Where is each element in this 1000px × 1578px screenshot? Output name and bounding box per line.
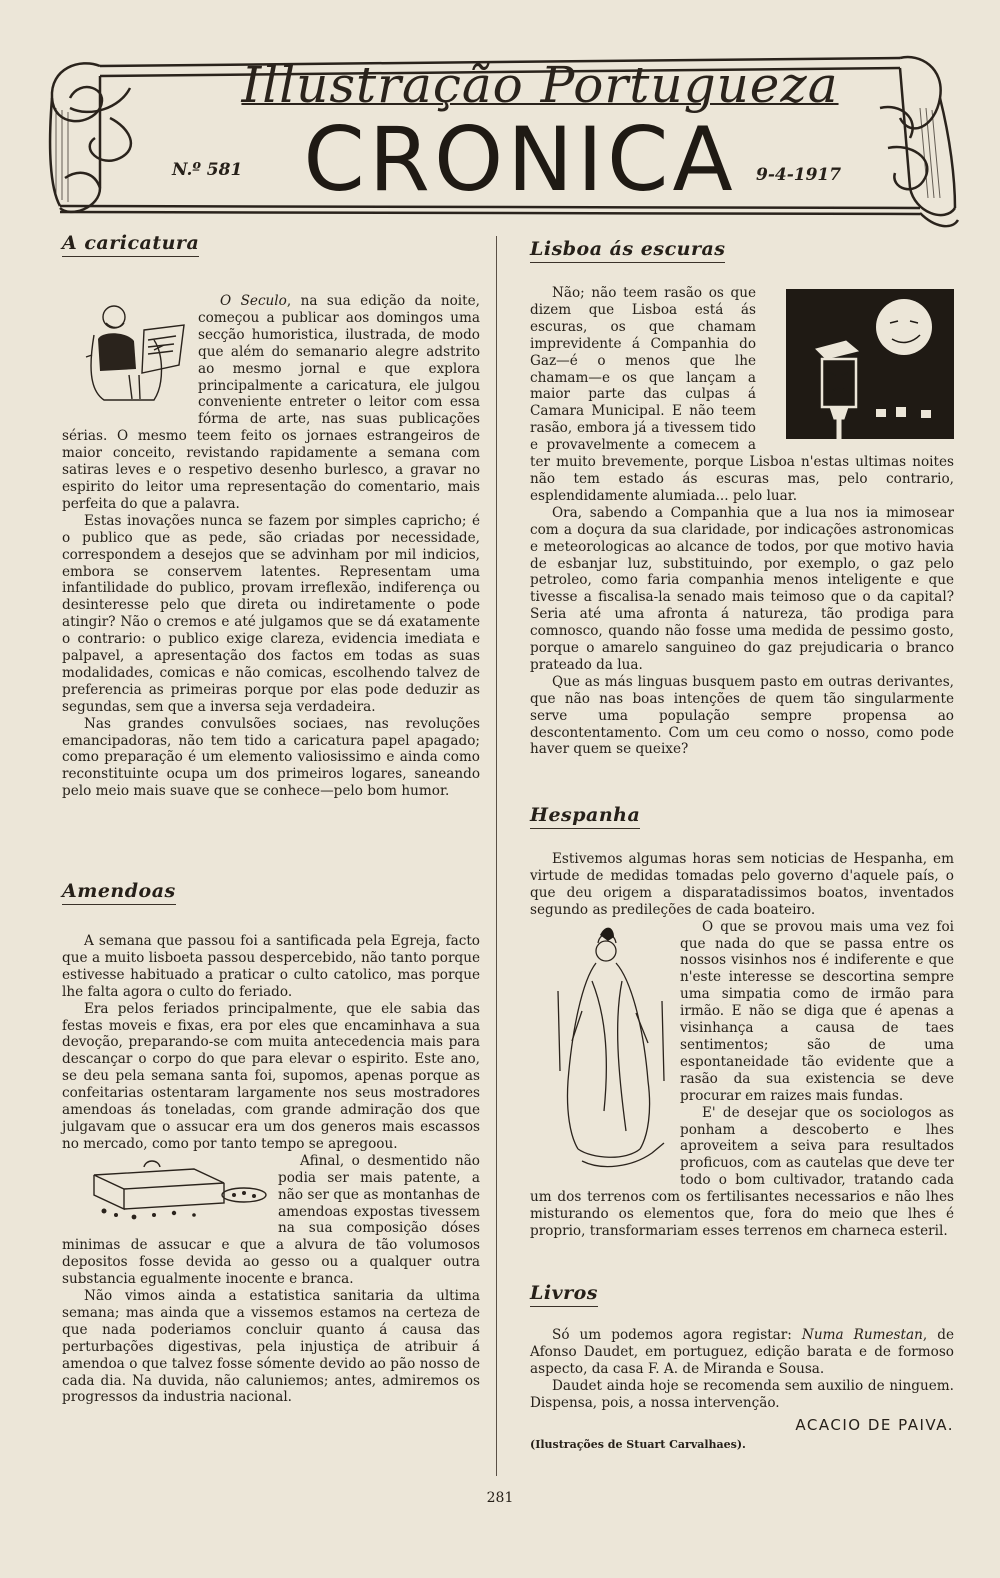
article-paragraph: Nas grandes convulsões sociaes, nas revoluções emancipadoras, não tem tido a caricatura papel apagado; como preparação é um elemento valiosissimo e ainda como reconstituinte ocupa um dos primeiros logares, saneando pelo meio mais suave que se conhece—pelo bom humor. [62, 715, 480, 800]
article-paragraph [62, 1153, 480, 1288]
article-paragraph: O Seculo, na sua edição da noite, começou a publicar aos domingos uma secção humoristica, ilustrada, de modo que além do semanario alegre adstrito ao mesmo jornal e que explora principalmente a caricatura, ele julgou conveniente entreter o leitor com essa fórma de arte, nas suas publicações sérias. O mesmo teem feito os jornaes estrangeiros de maior conceito, revistando rapidamente a semana com satiras leves e o respetivo desenho burlesco, a gravar no espirito do leitor uma representação do comentario, mais perfeita do que a palavra. [62, 293, 480, 512]
paragraph-text: , de Afonso Daudet, em portuguez, edição barata e de formoso aspecto, da casa F. A. de Miranda e Sousa. [530, 1327, 954, 1377]
masthead [40, 48, 960, 238]
article-amendoas [62, 876, 480, 1406]
article-caricatura [62, 228, 480, 800]
column-divider [496, 236, 497, 1476]
article-paragraph: Ora, sabendo a Companhia que a lua nos ia mimosear com a doçura da sua claridade, por indicações astronomicas e meteorologicas ao alcance de todos, por que motivo havia de esbanjar luz, substituindo, por exemplo, o gaz pelo petroleo, como faria companhia menos inteligente e que tivesse a fiscalisa-la senado mais teimoso que o da capital? Seria até uma afronta á natureza, tão prodiga para comnosco, quando não fosse uma medida de pessimo gosto, porque o amarelo sanguineo do gaz prejudicaria o branco prateado da lua. [530, 504, 954, 673]
spanish-woman-illustration [530, 921, 670, 1176]
article-paragraph [530, 1327, 954, 1378]
paragraph-text: Afinal, o desmentido não podia ser mais patente, a não ser que as montanhas de amendoas expostas tivessem na sua composição dóses minimas de assucar e que a alvura de tão volumosos depositos fosse devida ao gesso ou a qualquer outra substancia egualmente inocente e branca. [62, 1152, 480, 1288]
article-paragraph [530, 285, 954, 505]
caricature-reader-illustration [62, 295, 188, 412]
article-heading: Lisboa ás escuras [530, 234, 725, 263]
almond-box-illustration [62, 1155, 268, 1226]
article-paragraph: Estivemos algumas horas sem noticias de Hespanha, em virtude de medidas tomadas pelo governo d'aquele país, o que deu origem a disparatadissimos boatos, inventados segundo as predileções de cada boateiro. [530, 851, 954, 918]
article-paragraph: E' de desejar que os sociologos as ponham a descoberto e lhes aproveitem a seiva para resultados proficuos, com as cautelas que deve ter todo o bom cultivador, tratando cada um dos terrenos com os fertilisantes necessarios e não lhes misturando os elementos que, fora do meio que lhes é proprio, transformariam esses terrenos em charneca esteril. [530, 1104, 954, 1239]
illustration-credit: (Ilustrações de Stuart Carvalhaes). [530, 1437, 746, 1451]
article-paragraph: Não vimos ainda a estatistica sanitaria da ultima semana; mas ainda que a vissemos estamos na certeza de que nada poderiamos concluir quanto á causa das perturbações digestivas, pela injustiça de atribuir á amendoa o que talvez fosse sómente devido ao pão nosso de cada dia. Na duvida, não caluniemos; antes, admiremos os progressos da industria nacional. [62, 1288, 480, 1406]
magazine-title: Illustração Portugueza [241, 56, 839, 114]
author-signature: ACACIO DE PAIVA. [795, 1415, 954, 1434]
article-paragraph: A semana que passou foi a santificada pela Egreja, facto que a muito lisboeta passou despercebido, não tanto porque estivesse habituado a praticar o culto catolico, mas porque lhe falta agora o culto do feriado. [62, 933, 480, 1000]
page-number: 281 [486, 1490, 514, 1506]
article-paragraph: Daudet ainda hoje se recomenda sem auxilio de ninguem. Dispensa, pois, a nossa intervenção. [530, 1377, 954, 1411]
article-heading: A caricatura [62, 228, 199, 257]
article-paragraph: Era pelos feriados principalmente, que ele sabia das festas moveis e fixas, era por eles que encaminhava a sua devoção, preparando-se com muita antecedencia mais para descançar o corpo do que para elevar o espirito. Este ano, se deu pela semana santa foi, supomos, apenas porque as confeitarias ostentaram largamente nos seus mostradores amendoas ás toneladas, com grande admiração dos que julgavam que o assucar era um dos generos mais escassos no mercado, como por tanto tempo se apregoou. [62, 1000, 480, 1152]
article-hespanha [530, 800, 954, 1240]
book-title: Numa Rumestan [801, 1327, 923, 1343]
article-paragraph [530, 919, 954, 1105]
issue-date: 9-4-1917 [756, 165, 842, 185]
article-heading: Amendoas [62, 876, 176, 905]
paragraph-text: O que se provou mais uma vez foi que nada do que se passa entre os nossos visinhos nos é indiferente e que n'este interesse se descortina sempre uma simpatia como de irmão para irmão. E não se diga que é apenas a visinhança a causa de taes sentimentos; são de uma espontaneidade tão evidente que a rasão da sua existencia se deve procurar em raizes mais fundas. [680, 918, 954, 1104]
article-paragraph: Estas inovações nunca se fazem por simples capricho; é o publico que as pede, são criadas por necessidade, correspondem a desejos que se advinham por mil indicios, embora se conservem latentes. Representam uma infantilidade do publico, provam irreflexão, indiferença ou desinteresse pelo que direta ou indiretamente o pode atingir? Não o cremos e até julgamos que se dá exatamente o contrario: o publico exige clareza, evidencia imediata e palpavel, a apresentação dos factos em todas as suas modalidades, comicas e não comicas, escolhendo talvez de preferencia as primeiras porque por elas pode deduzir as segundas, sem que a inversa seja verdadeira. [62, 512, 480, 715]
section-title: CRONICA [303, 108, 737, 211]
article-heading: Livros [530, 1278, 598, 1307]
article-livros [530, 1278, 954, 1451]
paragraph-text: Só um podemos agora registar: [552, 1327, 802, 1343]
article-paragraph: Que as más linguas busquem pasto em outras derivantes, que não nas boas intenções de quem tão singularmente serve uma população sempre propensa ao descontentamento. Com um ceu como o nosso, como pode haver quem se queixe? [530, 673, 954, 758]
article-lisboa [530, 234, 954, 758]
paragraph-text: , na sua edição da noite, começou a publicar aos domingos uma secção humoristica, ilustrada, de modo que além do semanario alegre adstrito ao mesmo jornal e que explora principalmente a caricatura, ele julgou conveniente entreter o leitor com essa fórma de arte, nas suas publicações sérias. O mesmo teem feito os jornaes estrangeiros de maior conceito, revistando rapidamente a semana com satiras leves e o respetivo desenho burlesco, a gravar no espirito do leitor uma representação do comentario, mais perfeita do que a palavra. [62, 293, 480, 512]
moon-lamp-illustration [764, 289, 954, 444]
paragraph-text: Não; não teem rasão os que dizem que Lisboa está ás escuras, os que chamam imprevidente á Companhia do Gaz—é o menos que lhe chamam—e os que lançam a maior parte das culpas á Camara Municipal. E não teem rasão, embora já a tivessem tido e provavelmente a comecem a ter muito brevemente, porque Lisboa n'estas ultimas noites não tem estado ás escuras mas, pelo contrario, esplendidamente alumiada... pelo luar. [530, 285, 954, 504]
article-heading: Hespanha [530, 800, 640, 829]
issue-number: N.º 581 [172, 160, 243, 180]
